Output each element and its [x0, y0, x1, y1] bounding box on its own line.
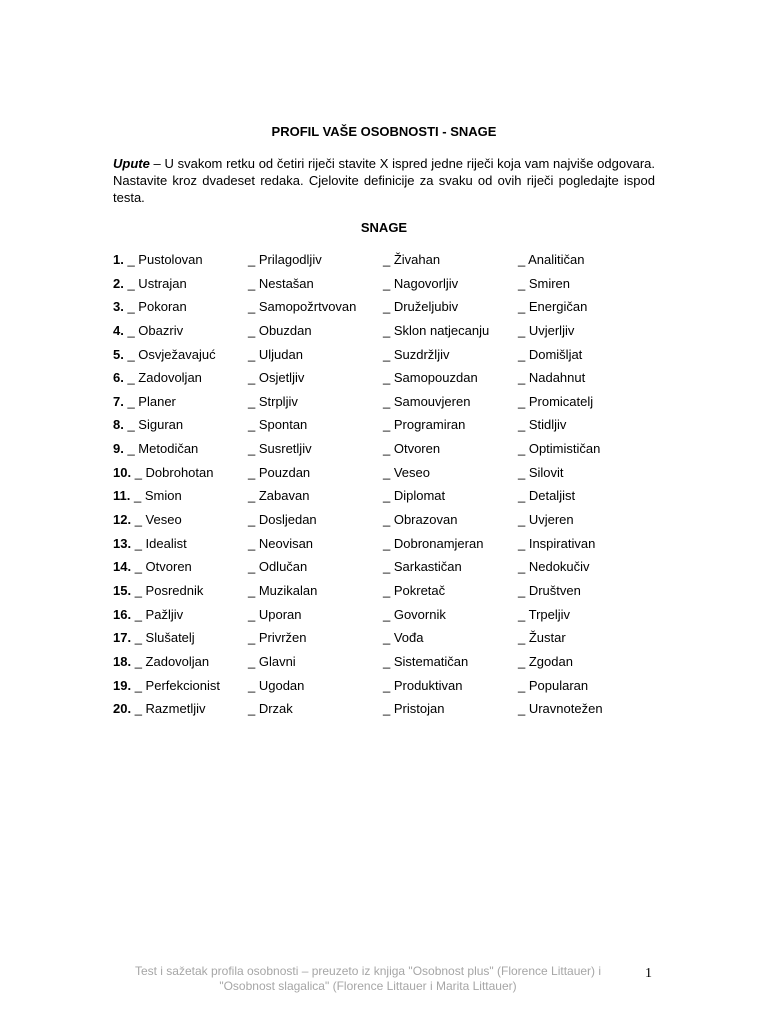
word-label: _ Susretljiv	[248, 441, 312, 457]
word-label: _ Pristojan	[383, 701, 445, 717]
table-row	[113, 511, 673, 535]
word-label: _ Obuzdan	[248, 322, 312, 338]
word-option[interactable]	[518, 558, 590, 575]
word-label: _ Uporan	[248, 606, 302, 622]
instructions-text: – U svakom retku od četiri riječi stavite X ispred jedne riječi koja vam najviše odgovara. Nastavite kroz dvadeset redaka. Cjelovite definicije za svaku od ovih riječi pogledajte ispod testa.	[113, 156, 655, 205]
row-number: 18.	[113, 653, 132, 669]
word-label: _ Pokoran	[127, 299, 187, 315]
table-row	[113, 700, 673, 724]
word-option[interactable]	[518, 511, 574, 528]
page-number: 1	[645, 966, 652, 981]
word-label: _ Smion	[133, 488, 182, 504]
word-label: _ Osvježavajuć	[127, 346, 216, 362]
word-option[interactable]	[113, 677, 220, 694]
word-label: _ Nestašan	[248, 275, 314, 291]
word-label: _ Samopožrtvovan	[248, 299, 357, 315]
row-number: 8.	[113, 417, 124, 433]
word-label: _ Nadahnut	[518, 370, 586, 386]
word-label: _ Popularan	[518, 677, 589, 693]
table-row	[113, 606, 673, 630]
word-option[interactable]	[113, 275, 187, 292]
table-row	[113, 677, 673, 701]
word-option[interactable]	[248, 416, 307, 433]
word-option[interactable]	[518, 487, 575, 504]
word-option[interactable]	[248, 369, 304, 386]
word-option[interactable]	[113, 440, 198, 457]
row-number: 19.	[113, 677, 132, 693]
word-option[interactable]	[113, 535, 187, 552]
word-option[interactable]	[248, 653, 296, 670]
word-label: _ Dobronamjeran	[383, 535, 484, 551]
word-option[interactable]	[113, 346, 216, 363]
word-label: _ Zadovoljan	[127, 370, 202, 386]
word-label: _ Spontan	[248, 417, 308, 433]
word-option[interactable]	[113, 464, 213, 481]
word-option[interactable]	[248, 440, 312, 457]
word-option[interactable]	[248, 582, 317, 599]
table-row	[113, 251, 673, 275]
row-number: 6.	[113, 370, 124, 386]
table-row	[113, 558, 673, 582]
row-number: 2.	[113, 275, 124, 291]
word-label: _ Detaljist	[518, 488, 576, 504]
word-label: _ Strpljiv	[248, 393, 298, 409]
word-option[interactable]	[113, 653, 209, 670]
word-label: _ Uravnotežen	[518, 701, 603, 717]
word-label: _ Glavni	[248, 653, 296, 669]
word-label: _ Otvoren	[383, 441, 441, 457]
word-option[interactable]	[113, 487, 182, 504]
table-row	[113, 582, 673, 606]
word-label: _ Uvjerljiv	[518, 322, 575, 338]
row-number: 20.	[113, 701, 132, 717]
word-option[interactable]	[248, 629, 307, 646]
word-option[interactable]	[518, 677, 588, 694]
word-label: _ Pustolovan	[127, 252, 203, 267]
word-label: _ Uvjeren	[518, 512, 574, 528]
word-label: _ Obrazovan	[383, 512, 458, 528]
word-option[interactable]	[113, 393, 176, 410]
word-label: _ Otvoren	[134, 559, 192, 575]
row-number: 7.	[113, 393, 124, 409]
row-number: 15.	[113, 582, 132, 598]
word-option[interactable]	[518, 582, 581, 599]
word-label: _ Promicatelj	[518, 393, 594, 409]
word-label: _ Veseo	[383, 464, 430, 480]
word-option[interactable]	[518, 464, 564, 481]
word-label: _ Programiran	[383, 417, 466, 433]
word-label: _ Ugodan	[248, 677, 305, 693]
word-option[interactable]	[383, 275, 458, 292]
word-option[interactable]	[248, 700, 293, 717]
word-label: _ Pokretač	[383, 582, 446, 598]
row-number: 12.	[113, 512, 132, 528]
word-label: _ Govornik	[383, 606, 446, 622]
table-row	[113, 346, 673, 370]
word-option[interactable]	[113, 558, 192, 575]
row-number: 10.	[113, 464, 132, 480]
word-option[interactable]	[383, 251, 440, 268]
word-label: _ Posrednik	[134, 582, 204, 598]
word-option[interactable]	[518, 629, 566, 646]
word-option[interactable]	[383, 464, 430, 481]
word-option[interactable]	[383, 416, 465, 433]
word-option[interactable]	[383, 582, 445, 599]
word-option[interactable]	[248, 606, 301, 623]
word-label: _ Sklon natjecanju	[383, 322, 490, 338]
row-number: 5.	[113, 346, 124, 362]
word-option[interactable]	[113, 251, 203, 268]
word-option[interactable]	[248, 275, 314, 292]
word-option[interactable]	[383, 653, 468, 670]
word-option[interactable]	[518, 535, 595, 552]
word-label: _ Zabavan	[248, 488, 310, 504]
word-label: _ Sistematičan	[383, 653, 469, 669]
word-label: _ Produktivan	[383, 677, 463, 693]
word-option[interactable]	[518, 346, 582, 363]
word-option[interactable]	[518, 700, 603, 717]
table-row	[113, 393, 673, 417]
word-option[interactable]	[248, 393, 298, 410]
word-option[interactable]	[383, 298, 458, 315]
instructions-label: Upute	[113, 156, 150, 171]
word-option[interactable]	[383, 440, 440, 457]
word-option[interactable]	[518, 369, 585, 386]
word-label: _ Ustrajan	[127, 275, 187, 291]
word-label: _ Sarkastičan	[383, 559, 462, 575]
word-label: _ Perfekcionist	[134, 677, 220, 693]
row-number: 11.	[113, 488, 131, 504]
word-option[interactable]	[248, 487, 309, 504]
word-label: _ Planer	[127, 393, 176, 409]
word-label: _ Odlučan	[248, 559, 308, 575]
word-option[interactable]	[383, 346, 449, 363]
table-row	[113, 487, 673, 511]
word-label: _ Samopouzdan	[383, 370, 478, 386]
word-option[interactable]	[518, 440, 600, 457]
word-label: _ Stidljiv	[518, 417, 567, 433]
word-option[interactable]	[518, 251, 585, 268]
row-number: 14.	[113, 559, 132, 575]
word-option[interactable]	[113, 369, 202, 386]
word-label: _ Pažljiv	[134, 606, 184, 622]
row-number: 13.	[113, 535, 132, 551]
word-option[interactable]	[383, 393, 470, 410]
word-option[interactable]	[248, 535, 313, 552]
word-label: _ Druželjubiv	[383, 299, 459, 315]
word-label: _ Pouzdan	[248, 464, 311, 480]
table-row	[113, 629, 673, 653]
word-option[interactable]	[518, 322, 574, 339]
table-row	[113, 322, 673, 346]
word-option[interactable]	[113, 700, 206, 717]
row-number: 17.	[113, 630, 132, 646]
word-label: _ Zadovoljan	[134, 653, 210, 669]
table-row	[113, 275, 673, 299]
word-option[interactable]	[518, 416, 566, 433]
word-option[interactable]	[383, 369, 478, 386]
word-label: _ Siguran	[127, 417, 184, 433]
word-label: _ Društven	[518, 582, 581, 598]
word-label: _ Idealist	[134, 535, 187, 551]
word-option[interactable]	[518, 275, 570, 292]
table-row	[113, 440, 673, 464]
word-label: _ Muzikalan	[248, 582, 318, 598]
word-option[interactable]	[113, 416, 183, 433]
word-option[interactable]	[113, 511, 182, 528]
word-label: _ Smiren	[518, 275, 571, 291]
word-label: _ Obazriv	[127, 322, 184, 338]
row-number: 9.	[113, 441, 124, 457]
word-label: _ Nedokučiv	[518, 559, 590, 575]
word-option[interactable]	[383, 511, 457, 528]
word-label: _ Prilagodljiv	[248, 252, 322, 267]
word-option[interactable]	[383, 606, 446, 623]
word-option[interactable]	[248, 298, 356, 315]
word-label: _ Metodičan	[127, 441, 199, 457]
row-number: 16.	[113, 606, 132, 622]
word-label: _ Diplomat	[383, 488, 446, 504]
word-option[interactable]	[383, 700, 444, 717]
word-option[interactable]	[113, 606, 183, 623]
word-option[interactable]	[113, 298, 187, 315]
word-label: _ Neovisan	[248, 535, 314, 551]
instructions-paragraph	[113, 155, 655, 206]
word-label: _ Dobrohotan	[134, 464, 214, 480]
word-label: _ Samouvjeren	[383, 393, 471, 409]
word-option[interactable]	[248, 677, 304, 694]
word-option[interactable]	[518, 393, 593, 410]
row-number: 1.	[113, 252, 124, 267]
word-label: _ Zgodan	[518, 653, 573, 669]
word-option[interactable]	[248, 511, 317, 528]
table-row	[113, 298, 673, 322]
footer-line-2: "Osobnost slagalica" (Florence Littauer i Marita Littauer)	[219, 979, 517, 993]
word-label: _ Nagovorljiv	[383, 275, 459, 291]
word-option[interactable]	[113, 629, 195, 646]
table-row	[113, 464, 673, 488]
word-label: _ Živahan	[383, 252, 441, 267]
word-label: _ Silovit	[518, 464, 564, 480]
word-label: _ Veseo	[134, 512, 182, 528]
word-label: _ Optimističan	[518, 441, 601, 457]
word-option[interactable]	[518, 653, 573, 670]
word-option[interactable]	[248, 464, 310, 481]
word-option[interactable]	[383, 629, 424, 646]
word-label: _ Osjetljiv	[248, 370, 305, 386]
footer-citation	[113, 964, 623, 994]
word-label: _ Privržen	[248, 630, 307, 646]
word-option[interactable]	[383, 558, 462, 575]
section-heading: SNAGE	[360, 220, 408, 235]
word-label: _ Trpeljiv	[518, 606, 571, 622]
word-option[interactable]	[518, 298, 587, 315]
word-option[interactable]	[383, 677, 463, 694]
word-label: _ Vođa	[383, 630, 424, 646]
footer-line-1: Test i sažetak profila osobnosti – preuzeto iz knjiga "Osobnost plus" (Florence Littauer) i	[134, 964, 602, 978]
table-row	[113, 535, 673, 559]
word-label: _ Energičan	[518, 299, 588, 315]
word-option[interactable]	[383, 535, 483, 552]
word-label: _ Razmetljiv	[134, 701, 206, 717]
table-row	[113, 416, 673, 440]
word-option[interactable]	[113, 322, 183, 339]
row-number: 3.	[113, 299, 124, 315]
word-choice-table	[113, 251, 673, 724]
word-option[interactable]	[113, 582, 203, 599]
word-option[interactable]	[383, 322, 489, 339]
word-label: _ Drzak	[248, 701, 293, 717]
word-label: _ Dosljedan	[248, 512, 317, 528]
table-row	[113, 369, 673, 393]
word-option[interactable]	[248, 346, 303, 363]
document-title: PROFIL VAŠE OSOBNOSTI - SNAGE	[271, 124, 497, 139]
word-label: _ Inspirativan	[518, 535, 596, 551]
word-label: _ Uljudan	[248, 346, 303, 362]
word-label: _ Analitičan	[518, 252, 585, 267]
word-option[interactable]	[518, 606, 570, 623]
word-option[interactable]	[248, 251, 322, 268]
word-label: _ Slušatelj	[134, 630, 195, 646]
word-label: _ Domišljat	[518, 346, 583, 362]
word-option[interactable]	[248, 558, 307, 575]
table-row	[113, 653, 673, 677]
word-label: _ Žustar	[518, 630, 566, 646]
word-option[interactable]	[248, 322, 312, 339]
row-number: 4.	[113, 322, 124, 338]
word-option[interactable]	[383, 487, 445, 504]
word-label: _ Suzdržljiv	[383, 346, 450, 362]
